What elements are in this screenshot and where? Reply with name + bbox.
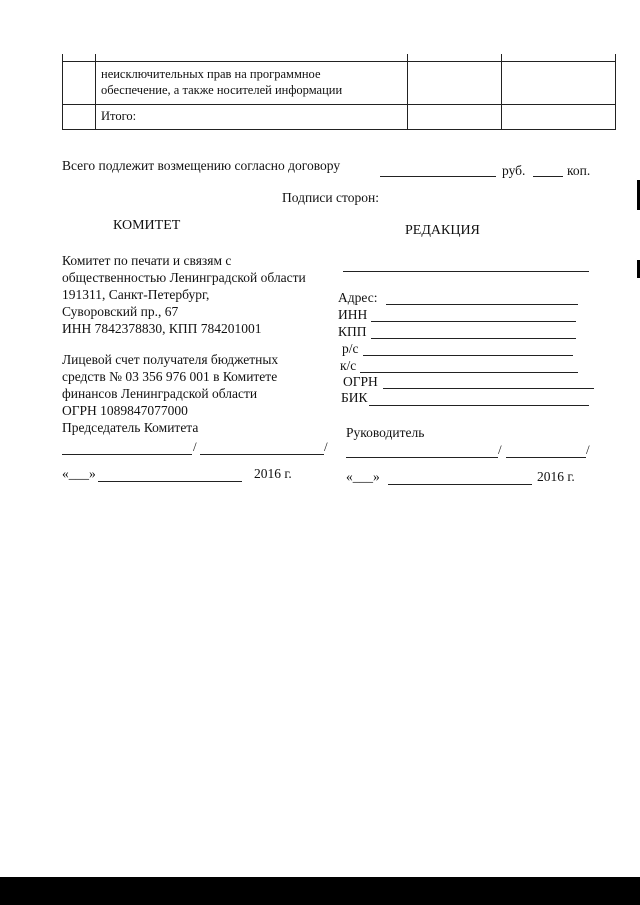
editorial-date-year: 2016 г. [537, 469, 575, 484]
committee-detail-line: ИНН 7842378830, КПП 784201001 [62, 321, 262, 336]
committee-detail-line: общественностью Ленинградской области [62, 270, 306, 285]
committee-account-line: Лицевой счет получателя бюджетных [62, 352, 279, 367]
committee-date-blank [98, 481, 242, 482]
committee-signer: Председатель Комитета [62, 420, 199, 435]
committee-details [62, 252, 306, 337]
editorial-slash: / [498, 442, 502, 457]
committee-account [62, 351, 278, 419]
table-total-label: Итого: [101, 109, 137, 123]
total-kop-blank [533, 176, 563, 177]
committee-slash-end: / [324, 439, 328, 454]
table-col-divider [501, 54, 502, 129]
editorial-field-label: ОГРН [343, 374, 378, 389]
committee-account-line: финансов Ленинградской области [62, 386, 258, 401]
editorial-field-label: ИНН [338, 307, 368, 322]
editorial-field-label: к/с [340, 358, 357, 373]
committee-account-line: средств № 03 356 976 001 в Комитете [62, 369, 278, 384]
table-cell-line: неисключительных прав на программное [101, 67, 321, 81]
editorial-field-blank [363, 355, 573, 356]
total-rub-label: руб. [502, 163, 526, 178]
editorial-date-day: «___» [346, 469, 380, 484]
committee-detail-line: Суворовский пр., 67 [62, 304, 179, 319]
editorial-field-blank [371, 321, 576, 322]
total-kop-label: коп. [567, 163, 591, 178]
editorial-field-label: Адрес: [338, 290, 378, 305]
table-cell-line: обеспечение, а также носителей информации [101, 83, 343, 97]
editorial-field-blank [386, 304, 578, 305]
editorial-slash-end: / [586, 442, 590, 457]
scan-bottom-edge [0, 877, 640, 905]
editorial-heading: РЕДАКЦИЯ [405, 223, 480, 238]
editorial-field-label: БИК [341, 390, 368, 405]
table-col-divider [407, 54, 408, 129]
editorial-name-line [506, 457, 586, 458]
total-rub-blank [380, 176, 496, 177]
total-prefix: Всего подлежит возмещению согласно договору [62, 158, 341, 173]
editorial-field-blank [369, 405, 589, 406]
table-top-border [63, 61, 615, 62]
committee-date-day: «___» [62, 466, 96, 481]
editorial-field-blank [371, 338, 576, 339]
editorial-field-blank [383, 388, 594, 389]
committee-heading: КОМИТЕТ [113, 218, 181, 233]
editorial-field-label: р/с [342, 341, 359, 356]
table-row-divider [63, 104, 615, 105]
committee-account-line: ОГРН 1089847077000 [62, 403, 188, 418]
table-col-divider [95, 54, 96, 129]
committee-date-year: 2016 г. [254, 466, 292, 481]
committee-detail-line: 191311, Санкт-Петербург, [62, 287, 210, 302]
signatures-title: Подписи сторон: [282, 190, 379, 205]
editorial-field-blank [360, 372, 578, 373]
committee-slash: / [193, 439, 197, 454]
editorial-name-blank [343, 271, 589, 272]
committee-signature-blank [62, 454, 192, 455]
committee-name-blank [200, 454, 324, 455]
editorial-field-label: КПП [338, 324, 367, 339]
items-table-fragment [62, 54, 616, 130]
editorial-date-blank [388, 484, 532, 485]
editorial-signature-blank [346, 457, 498, 458]
committee-detail-line: Комитет по печати и связям с [62, 253, 232, 268]
editorial-signer: Руководитель [346, 425, 425, 440]
